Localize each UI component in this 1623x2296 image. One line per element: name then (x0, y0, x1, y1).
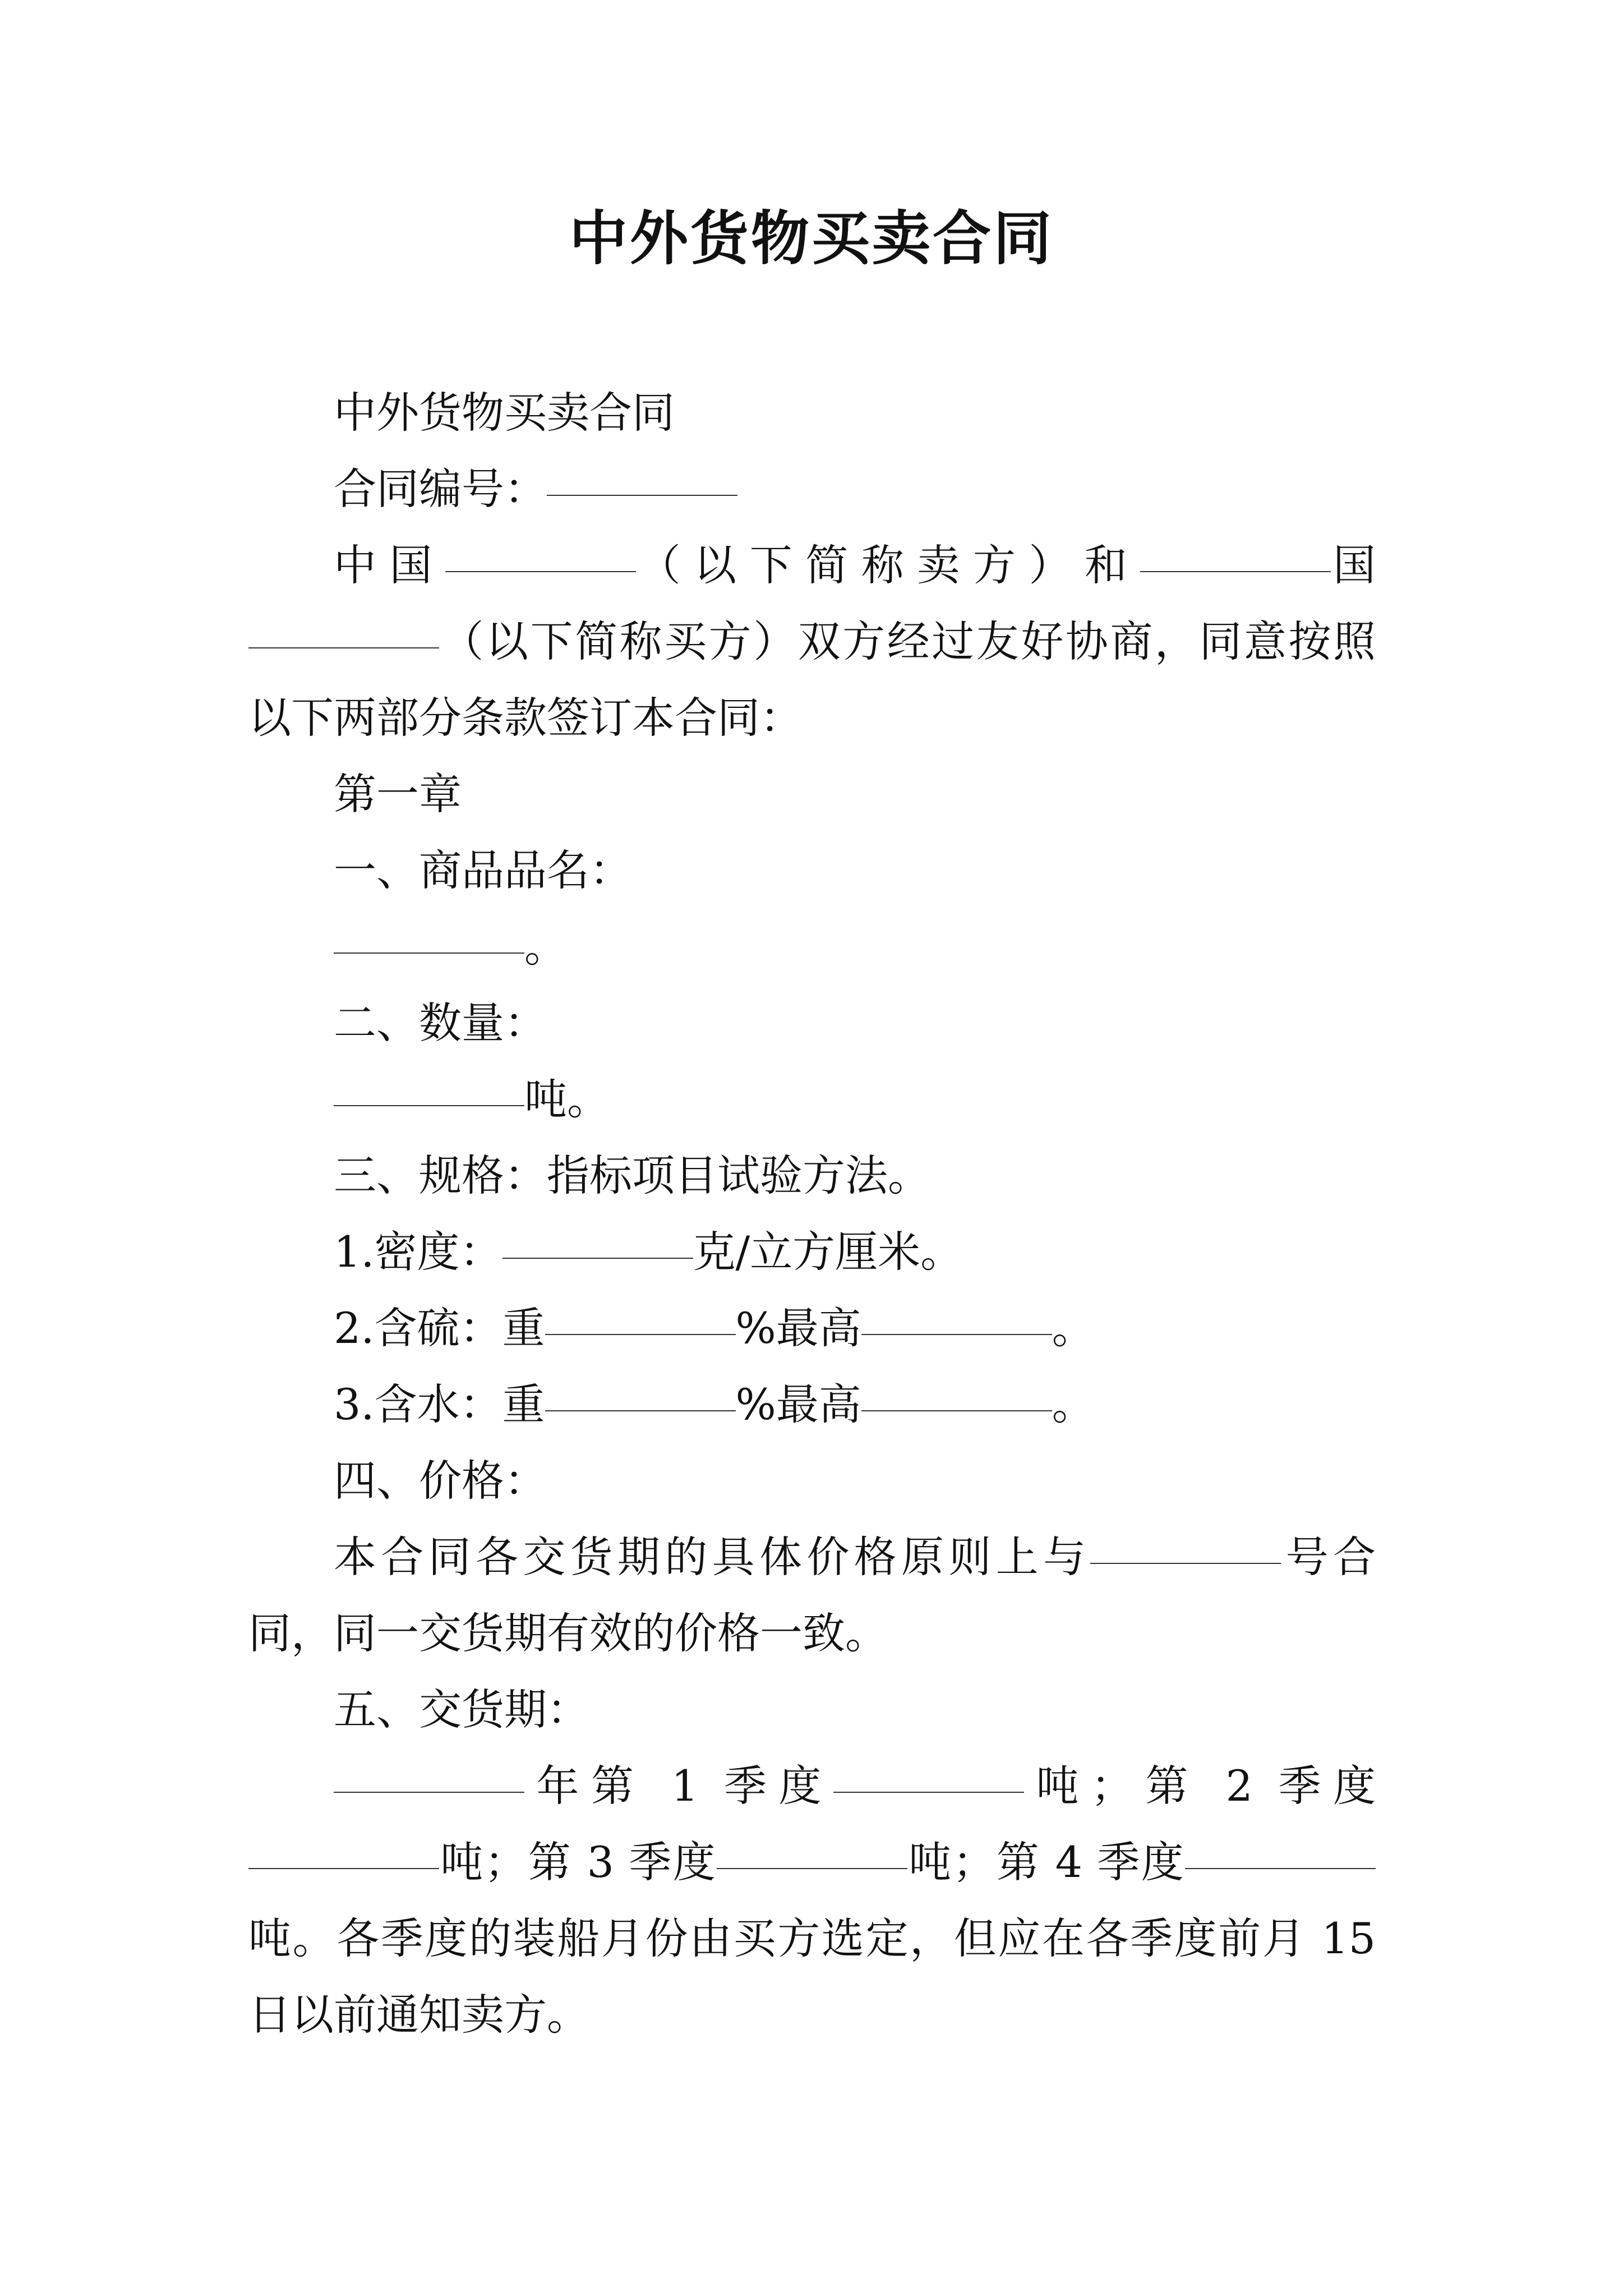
paragraph-text: 1.密度： (334, 1227, 502, 1277)
sulfur-blank (545, 1333, 736, 1335)
sulfur-max-blank (861, 1333, 1052, 1335)
section-heading (248, 1672, 1376, 1748)
paragraph-text: 。 (524, 922, 567, 972)
paragraph-text: 吨。 (524, 1074, 610, 1124)
parties-text: （以下简称卖方）和 (636, 540, 1141, 590)
paragraph-text: 吨；第 4 季度 (907, 1837, 1185, 1887)
paragraph-text: 年第 1 季度 (524, 1761, 833, 1811)
section-heading (248, 1138, 1376, 1214)
parties-paragraph (248, 527, 1376, 756)
paragraph-heading (248, 375, 1376, 451)
document-body (248, 375, 1376, 2053)
paragraph-text: 2.含硫：重 (334, 1303, 545, 1353)
product-name-line (248, 909, 1376, 985)
paragraph-text: 。 (1052, 1379, 1095, 1429)
product-name-blank (334, 952, 524, 954)
paragraph-text: 一、商品品名： (334, 845, 632, 895)
contract-number-label: 合同编号： (334, 464, 547, 514)
chapter-heading (248, 756, 1376, 832)
quantity-line (248, 1061, 1376, 1138)
section-heading (248, 832, 1376, 909)
paragraph-text: 3.含水：重 (334, 1379, 545, 1429)
paragraph-text: 号合同，同一交货期有效的价格一致。 (248, 1532, 1376, 1658)
contract-number-blank (547, 494, 737, 496)
water-line (248, 1366, 1376, 1443)
water-blank (545, 1410, 736, 1411)
quantity-blank (334, 1105, 524, 1106)
q3-blank (717, 1867, 907, 1869)
contract-number-line (248, 451, 1376, 527)
paragraph-text: 吨；第 3 季度 (439, 1837, 717, 1887)
paragraph-text: 吨；第 2 季度 (1024, 1761, 1376, 1811)
contract-ref-blank (1090, 1562, 1281, 1564)
paragraph-text: 四、价格： (334, 1456, 547, 1506)
paragraph-text: 本合同各交货期的具体价格原则上与 (334, 1532, 1091, 1582)
paragraph-text: 第一章 (334, 769, 462, 819)
buyer-blank (248, 647, 439, 648)
paragraph-text: %最高 (735, 1303, 861, 1353)
paragraph-text: 中外货物买卖合同 (334, 388, 675, 438)
price-paragraph (248, 1519, 1376, 1672)
sulfur-line (248, 1290, 1376, 1366)
seller-blank (445, 570, 636, 572)
parties-text: （以下简称买方）双方经过友好协商，同意按照以下两部分条款签订本合同： (248, 616, 1376, 743)
year-blank (334, 1791, 524, 1793)
density-line (248, 1214, 1376, 1290)
document-title: 中外货物买卖合同 (569, 204, 1054, 273)
q4-blank (1185, 1867, 1376, 1869)
section-heading (248, 1443, 1376, 1519)
paragraph-text: 。 (1052, 1303, 1095, 1353)
buyer-country-blank (1140, 570, 1331, 572)
paragraph-text: 吨。各季度的装船月份由买方选定，但应在各季度前月 15 日以前通知卖方。 (248, 1913, 1376, 2040)
paragraph-text: 二、数量： (334, 998, 547, 1048)
paragraph-text: 克/立方厘米。 (693, 1227, 963, 1277)
water-max-blank (861, 1410, 1052, 1411)
delivery-paragraph (248, 1748, 1376, 2053)
q2-blank (248, 1867, 439, 1869)
density-blank (502, 1257, 693, 1259)
paragraph-text: 三、规格：指标项目试验方法。 (334, 1151, 930, 1200)
paragraph-text: 五、交货期： (334, 1685, 589, 1734)
q1-blank (833, 1791, 1024, 1793)
parties-text: 中国 (334, 540, 446, 590)
section-heading (248, 985, 1376, 1061)
paragraph-text: %最高 (735, 1379, 861, 1429)
parties-text: 国 (1331, 540, 1376, 590)
